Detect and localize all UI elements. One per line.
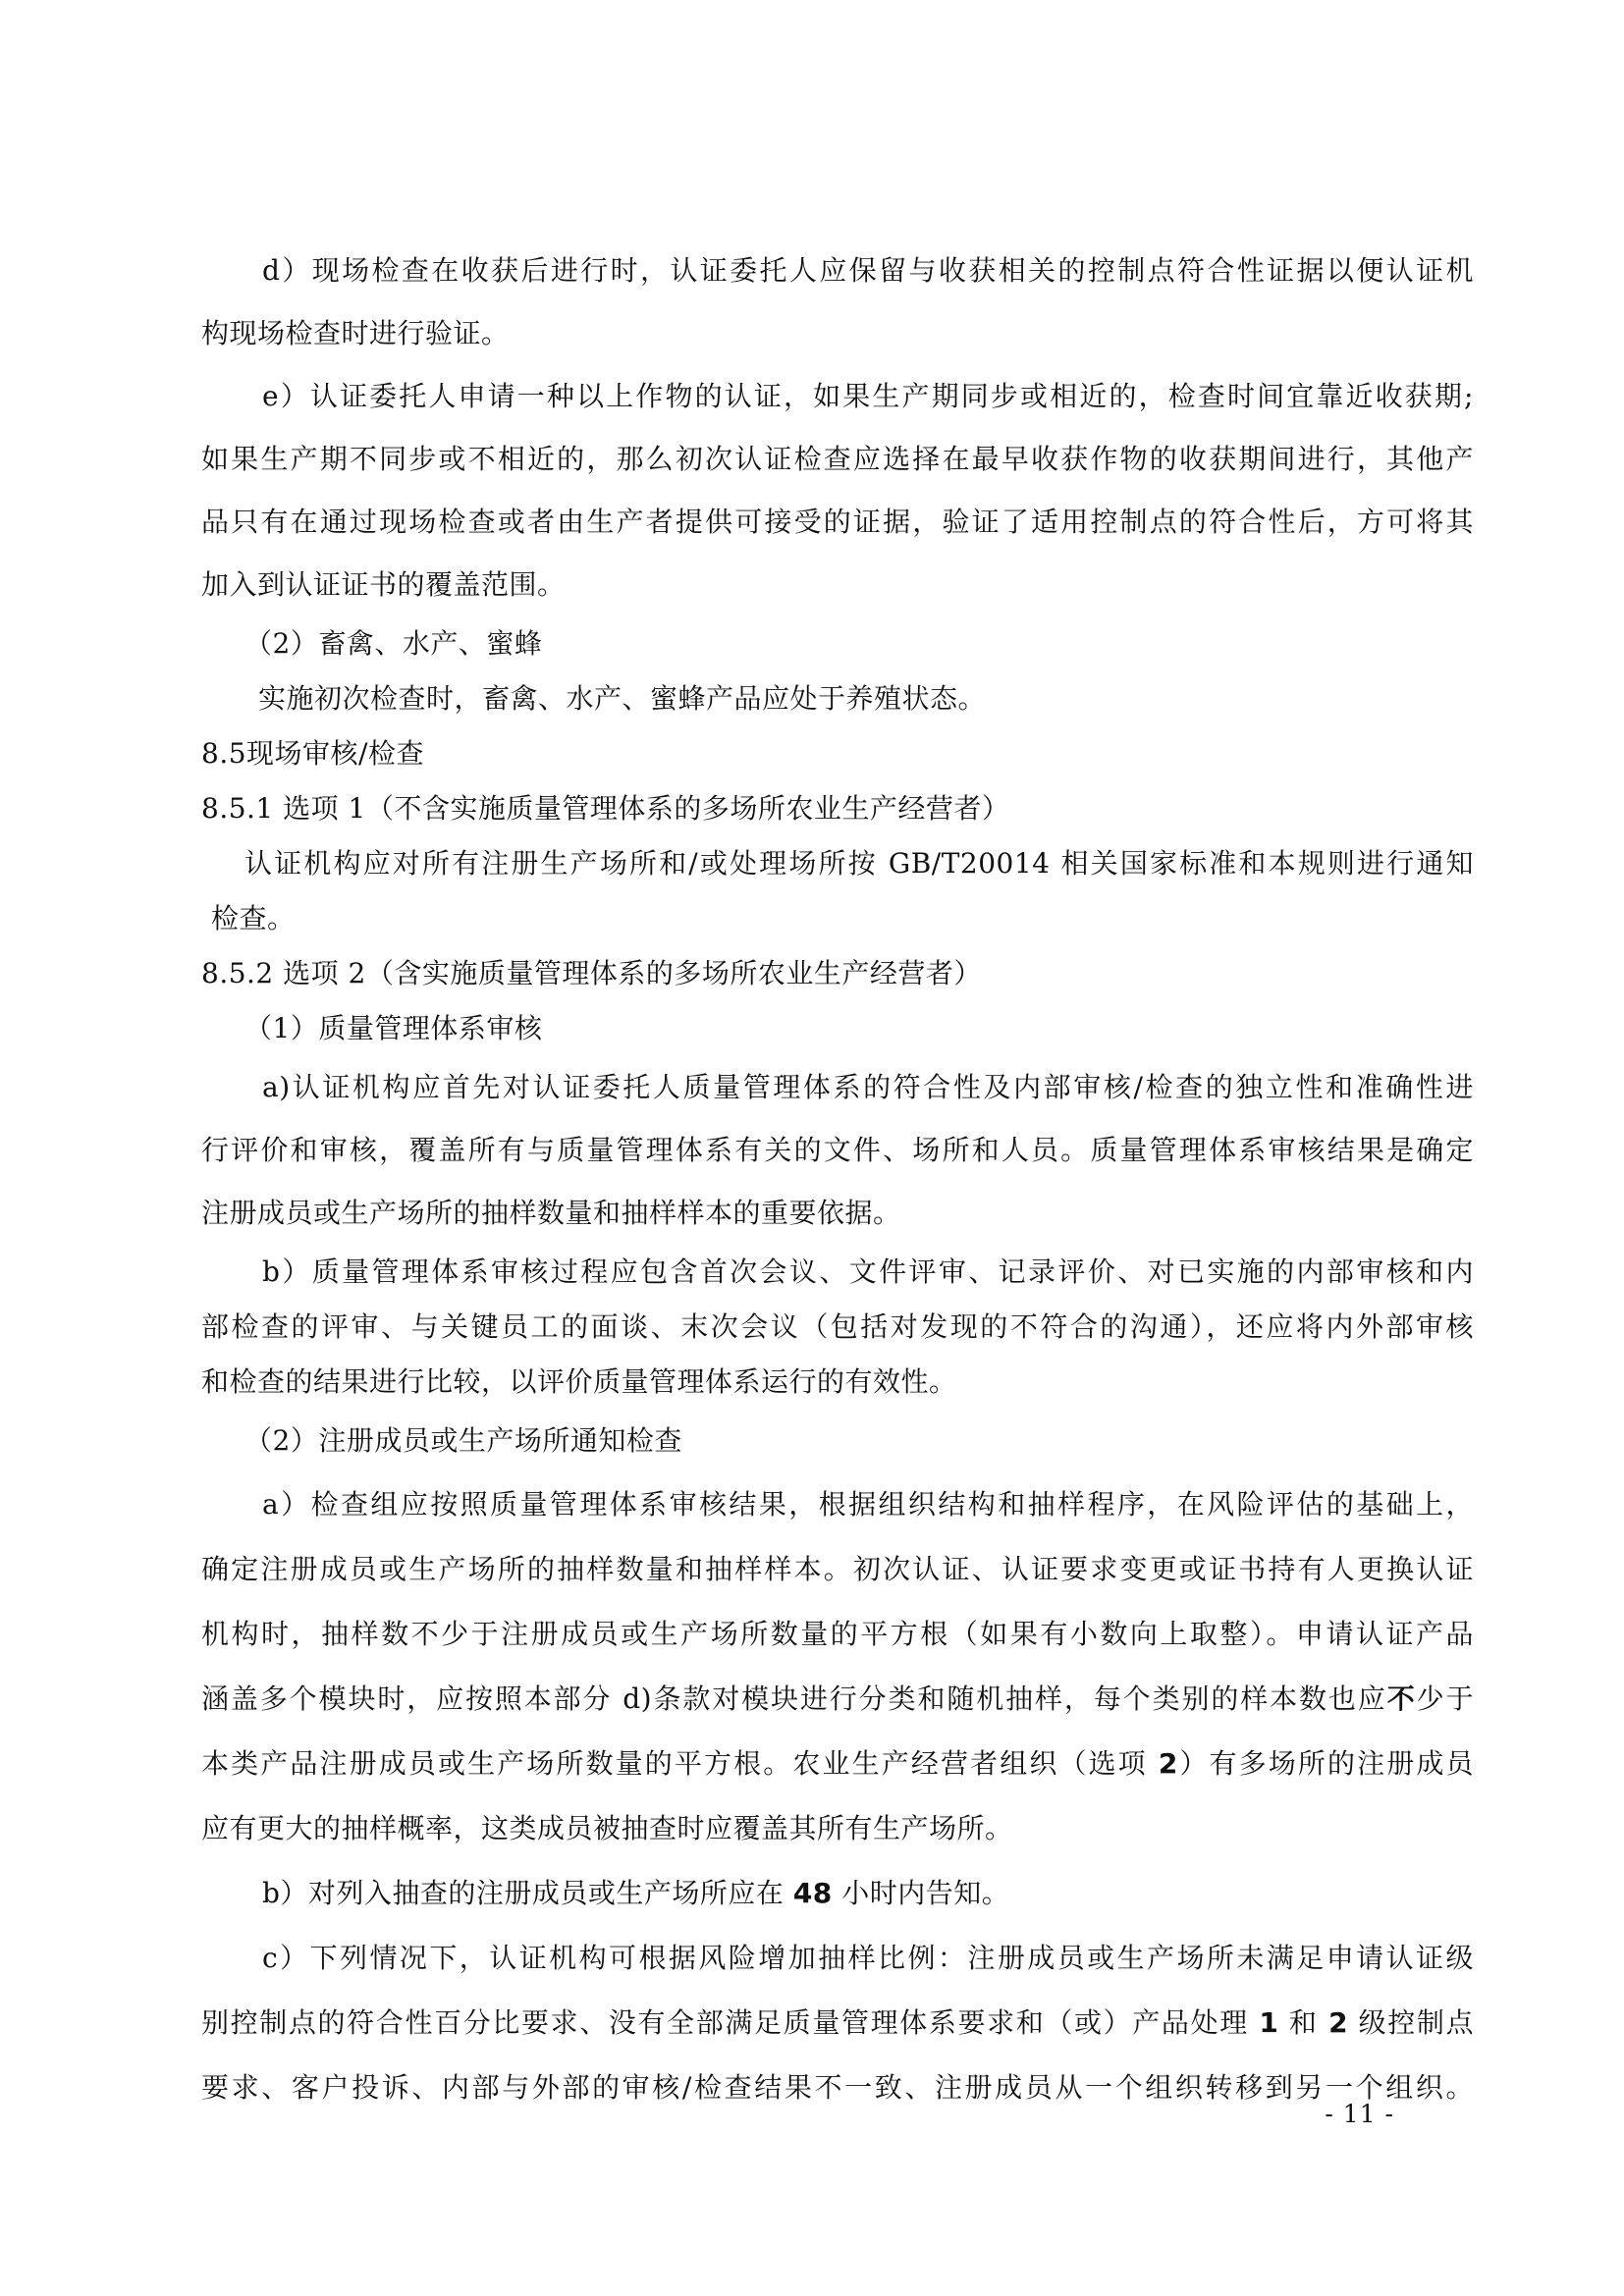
text-line: 行评价和审核，覆盖所有与质量管理体系有关的文件、场所和人员。质量管理体系审核结果是确定	[201, 1134, 1474, 1166]
text-line: b）质量管理体系审核过程应包含首次会议、文件评审、记录评价、对已实施的内部审核和内	[262, 1255, 1474, 1288]
text-line: 本类产品注册成员或生产场所数量的平方根。农业生产经营者组织（选项 2）有多场所的注册成员	[201, 1747, 1474, 1780]
text-line: 认证机构应对所有注册生产场所和/或处理场所按 GB/T20014 相关国家标准和本规则进行通知	[244, 847, 1474, 880]
bold-text: 2	[1158, 1747, 1178, 1780]
text-line: （1）质量管理体系审核	[244, 1012, 543, 1044]
text-line: a）检查组应按照质量管理体系审核结果，根据组织结构和抽样程序，在风险评估的基础上，	[262, 1488, 1474, 1521]
document-body	[201, 240, 1474, 2120]
text-line: 加入到认证证书的覆盖范围。	[201, 568, 566, 601]
text-line: 8.5.2 选项 2（含实施质量管理体系的多场所农业生产经营者）	[201, 957, 982, 989]
text-line: 8.5现场审核/检查	[201, 737, 424, 770]
text-line: 如果生产期不同步或不相近的，那么初次认证检查应选择在最早收获作物的收获期间进行，其他产	[201, 443, 1474, 475]
bold-text: 48	[792, 1877, 833, 1909]
bold-text: 2	[1328, 2006, 1349, 2039]
text-line: 涵盖多个模块时，应按照本部分 d)条款对模块进行分类和随机抽样，每个类别的样本数也应不少于	[201, 1682, 1474, 1715]
text-line: 应有更大的抽样概率，这类成员被抽查时应覆盖其所有生产场所。	[201, 1812, 1013, 1844]
text-line: b）对列入抽查的注册成员或生产场所应在 48 小时内告知。	[262, 1877, 1010, 1909]
text-line: 确定注册成员或生产场所的抽样数量和抽样样本。初次认证、认证要求变更或证书持有人更换认证	[201, 1553, 1474, 1585]
text-line: 实施初次检查时，畜禽、水产、蜜蜂产品应处于养殖状态。	[258, 682, 987, 715]
text-line: 8.5.1 选项 1（不含实施质量管理体系的多场所农业生产经营者）	[201, 792, 1010, 825]
text-line: e）认证委托人申请一种以上作物的认证，如果生产期同步或相近的，检查时间宜靠近收获期;	[262, 380, 1474, 412]
text-line: 别控制点的符合性百分比要求、没有全部满足质量管理体系要求和（或）产品处理 1 和 2 级控制点	[201, 2006, 1474, 2039]
text-line: 和检查的结果进行比较，以评价质量管理体系运行的有效性。	[201, 1365, 957, 1398]
text-line: 要求、客户投诉、内部与外部的审核/检查结果不一致、注册成员从一个组织转移到另一个组织。	[201, 2071, 1474, 2104]
text-line: 检查。	[211, 902, 296, 934]
text-line: 机构时，抽样数不少于注册成员或生产场所数量的平方根（如果有小数向上取整）。申请认证产品	[201, 1618, 1474, 1650]
text-line: c）下列情况下，认证机构可根据风险增加抽样比例：注册成员或生产场所未满足申请认证级	[262, 1942, 1474, 1974]
text-line: a)认证机构应首先对认证委托人质量管理体系的符合性及内部审核/检查的独立性和准确性进	[262, 1071, 1474, 1103]
text-line: （2）注册成员或生产场所通知检查	[244, 1424, 682, 1457]
bold-text: 1	[1259, 2006, 1279, 2039]
page-number: - 11 -	[1325, 2100, 1394, 2128]
text-line: 品只有在通过现场检查或者由生产者提供可接受的证据，验证了适用控制点的符合性后，方可将其	[201, 506, 1474, 538]
text-line: （2）畜禽、水产、蜜蜂	[244, 627, 543, 660]
text-line: 构现场检查时进行验证。	[201, 317, 510, 349]
bold-text: 不	[1386, 1682, 1417, 1715]
text-line: d）现场检查在收获后进行时，认证委托人应保留与收获相关的控制点符合性证据以便认证机	[262, 254, 1474, 287]
text-line: 部检查的评审、与关键员工的面谈、末次会议（包括对发现的不符合的沟通），还应将内外部审核	[201, 1310, 1474, 1343]
text-line: 注册成员或生产场所的抽样数量和抽样样本的重要依据。	[201, 1197, 901, 1229]
